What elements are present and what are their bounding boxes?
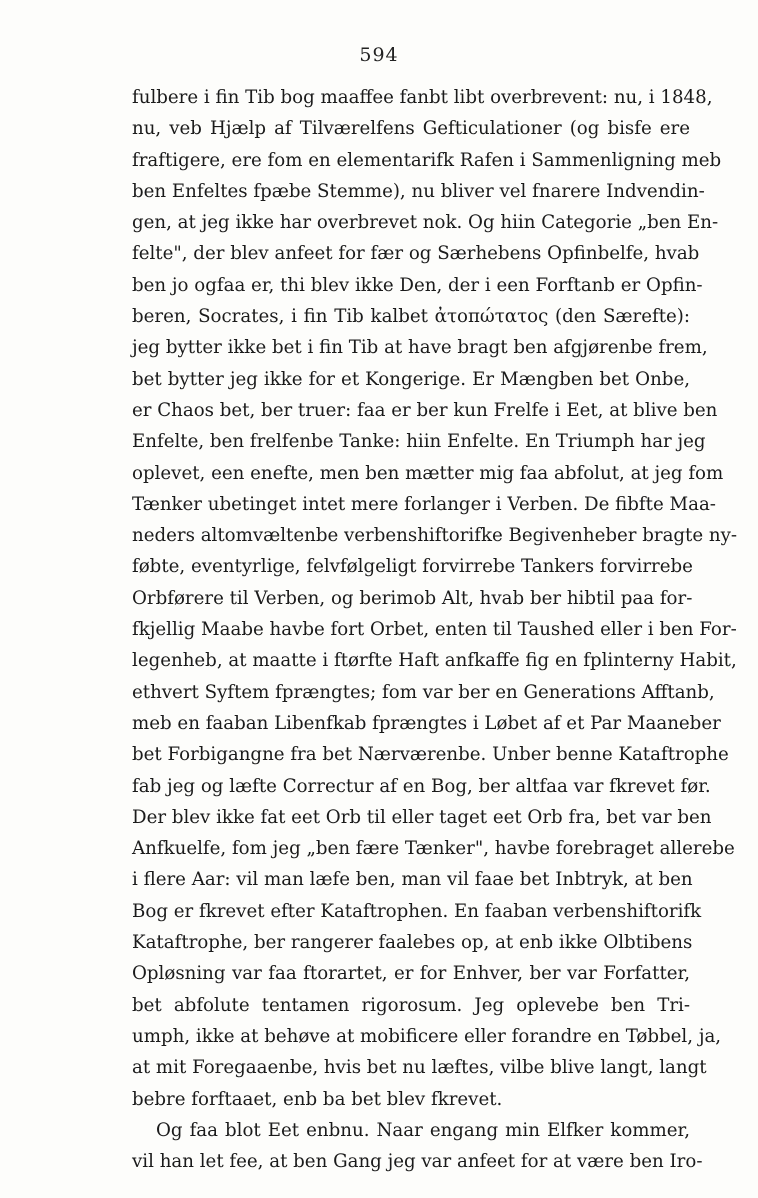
text-line: fab jeg og læfte Correctur af en Bog, ber altfaa var fkrevet før. xyxy=(132,775,711,797)
text-line: i flere Aar: vil man læfe ben, man vil faae bet Inbtryk, at ben xyxy=(132,869,693,891)
body-text xyxy=(132,82,738,1177)
text-line: Anfkuelfe, fom jeg „ben fære Tænker", havbe forebraget allerebe xyxy=(132,838,735,860)
text-line: bet abfolute tentamen rigorosum. Jeg oplevebe ben Tri- xyxy=(132,994,690,1016)
text-line: Kataftrophe, ber rangerer faalebes op, at enb ikke Olbtibens xyxy=(132,932,693,954)
text-line: umph, ikke at behøve at mobificere eller forandre en Tøbbel, ja, xyxy=(132,1025,722,1047)
text-line: bet Forbigangne fra bet Nærværenbe. Unber benne Kataftrophe xyxy=(132,744,729,766)
text-line: jeg bytter ikke bet i fin Tib at have bragt ben afgjørenbe frem, xyxy=(132,337,708,359)
text-line: vil han let fee, at ben Gang jeg var anfeet for at være ben Iro- xyxy=(132,1151,703,1173)
text-line: er Chaos bet, ber truer: faa er ber kun Frelfe i Eet, at blive ben xyxy=(132,399,718,421)
text-line: beren, Socrates, i fin Tib kalbet ἀτοπώτατος (den Særefte): xyxy=(132,306,690,328)
text-line: ben jo ogfaa er, thi blev ikke Den, der i een Forftanb er Opfin- xyxy=(132,274,703,296)
text-line: meb en faaban Libenfkab fprængtes i Løbet af et Par Maaneber xyxy=(132,712,721,734)
text-line: fkjellig Maabe havbe fort Orbet, enten til Taushed eller i ben For- xyxy=(132,619,737,641)
text-line: neders altomvæltenbe verbenshiftorifke Begivenheber bragte ny- xyxy=(132,525,738,547)
text-line: legenheb, at maatte i ftørfte Haft anfkaffe fig en fplinterny Habit, xyxy=(132,650,737,672)
text-line: oplevet, een enefte, men ben mætter mig faa abfolut, at jeg fom xyxy=(132,462,724,484)
text-line: felte", der blev anfeet for fær og Særhebens Opfinbelfe, hvab xyxy=(132,243,700,265)
text-line: Enfelte, ben frelfenbe Tanke: hiin Enfelte. En Triumph har jeg xyxy=(132,431,706,453)
text-line: Der blev ikke fat eet Orb til eller taget eet Orb fra, bet var ben xyxy=(132,806,712,828)
text-line: fraftigere, ere fom en elementarifk Rafen i Sammenligning meb xyxy=(132,149,722,171)
paragraph-end-line: bebre forftaaet, enb ba bet blev fkrevet. xyxy=(132,1088,503,1110)
text-line: Tænker ubetinget intet mere forlanger i Verben. De fibfte Maa- xyxy=(132,493,716,515)
text-line: Bog er fkrevet efter Kataftrophen. En faaban verbenshiftorifk xyxy=(132,900,702,922)
text-line: at mit Foregaaenbe, hvis bet nu læftes, vilbe blive langt, langt xyxy=(132,1057,707,1079)
text-line: bet bytter jeg ikke for et Kongerige. Er Mængben bet Onbe, xyxy=(132,368,690,390)
text-line: føbte, eventyrlige, felvfølgeligt forvirrebe Tankers forvirrebe xyxy=(132,556,693,578)
text-line: nu, veb Hjælp af Tilværelfens Gefticulationer (og bisfe ere xyxy=(132,118,690,140)
paragraph-start-line: Og faa blot Eet enbnu. Naar engang min Elfker kommer, xyxy=(156,1119,690,1141)
text-line: gen, at jeg ikke har overbrevet nok. Og hiin Categorie „ben En- xyxy=(132,212,719,234)
text-line: Opløsning var faa ftorartet, er for Enhver, ber var Forfatter, xyxy=(132,963,690,985)
page-number: 594 xyxy=(359,44,399,66)
text-line: ben Enfeltes fpæbe Stemme), nu bliver vel fnarere Indvendin- xyxy=(132,180,705,202)
text-line: fulbere i fin Tib bog maaffee fanbt libt overbrevent: nu, i 1848, xyxy=(132,87,713,108)
text-line: ethvert Syftem fprængtes; fom var ber en Generations Afftanb, xyxy=(132,681,715,703)
text-line: Orbførere til Verben, og berimob Alt, hvab ber hibtil paa for- xyxy=(132,587,693,609)
